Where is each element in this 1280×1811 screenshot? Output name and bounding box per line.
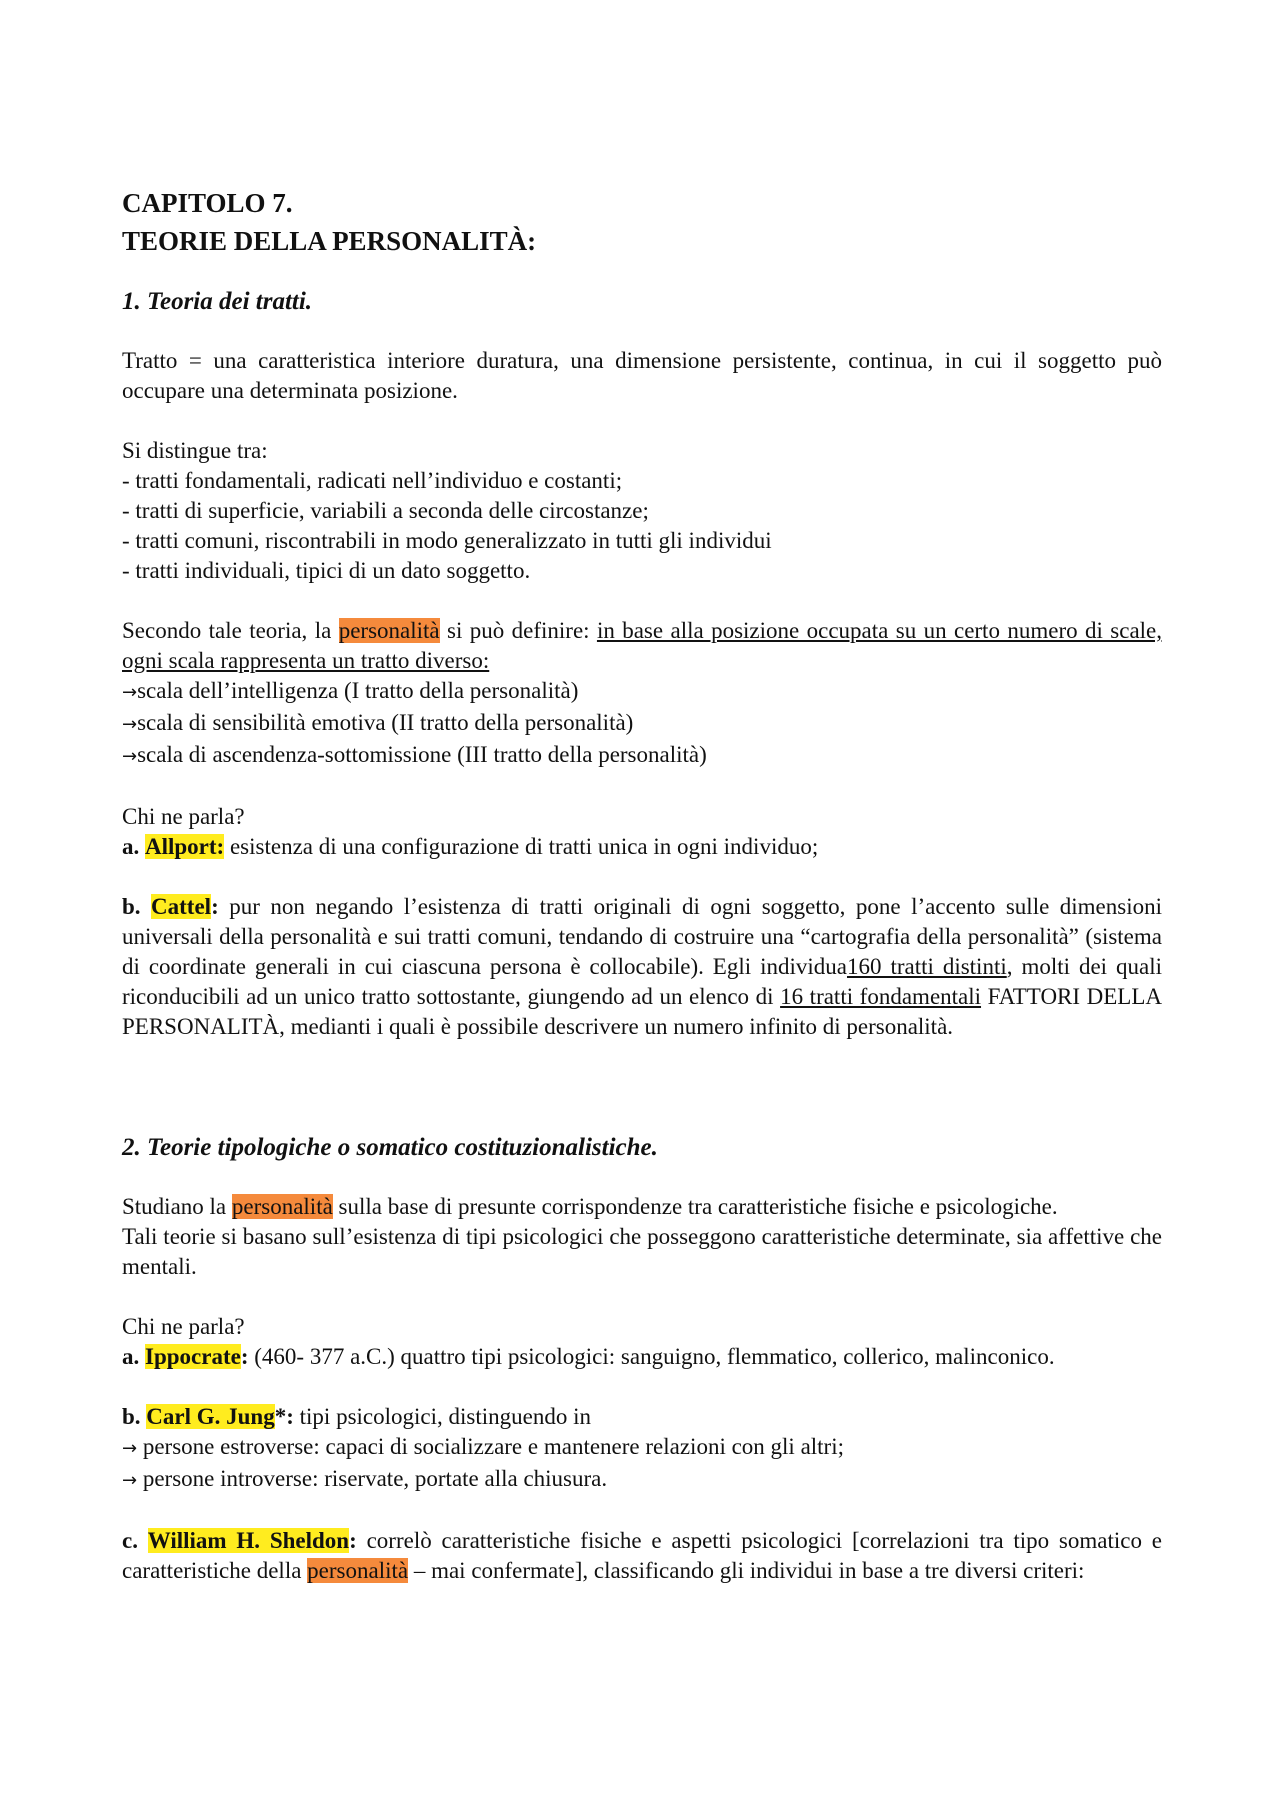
author-ippocrate: Ippocrate	[145, 1344, 241, 1369]
trait-definition: Tratto = una caratteristica interiore duratura, una dimensione persistente, continua, in cui il soggetto può occupare una determinata posizione.	[122, 348, 1162, 403]
author-allport: Allport:	[145, 834, 225, 859]
trait-type-item: - tratti di superficie, variabili a seconda delle circostanze;	[122, 498, 649, 523]
section-1-heading: 1. Teoria dei tratti.	[122, 288, 313, 315]
sheldon-entry: c. William H. Sheldon: correlò caratteristiche fisiche e aspetti psicologici [correlazioni tra tipo somatico e caratteristiche della personalità – mai confermate], classificando gli individui in base a tre diversi criteri:	[122, 1528, 1162, 1583]
trait-type-item: - tratti comuni, riscontrabili in modo generalizzato in tutti gli individui	[122, 528, 772, 553]
document-page	[122, 184, 1162, 1586]
jung-entry: b. Carl G. Jung*: tipi psicologici, distinguendo in	[122, 1404, 591, 1429]
cattel-entry: b. Cattel: pur non negando l’esistenza di tratti originali di ogni soggetto, pone l’accento sulle dimensioni universali della personalità e sui tratti comuni, tendando di costruire una “cartografia della personalità” (sistema di coordinate generali in cui ciascuna persona è collocabile). Egli individua160 tratti distinti, molti dei quali riconducibili ad un unico tratto sottostante, giungendo ad un elenco di 16 tratti fondamentali FATTORI DELLA PERSONALITÀ, medianti i quali è possibile descrivere un numero infinito di personalità.	[122, 894, 1162, 1039]
scale-item: →scala dell’intelligenza (I tratto della personalità)	[122, 678, 579, 703]
chapter-title: CAPITOLO 7.	[122, 188, 293, 218]
author-jung: Carl G. Jung	[146, 1404, 275, 1429]
underline-16-tratti: 16 tratti fondamentali	[780, 984, 982, 1009]
types-paragraph: Tali teorie si basano sull’esistenza di tipi psicologici che posseggono caratteristiche determinate, sia affettive che mentali.	[122, 1224, 1162, 1279]
arrow-icon: →	[122, 682, 138, 703]
chapter-subtitle: TEORIE DELLA PERSONALITÀ:	[122, 226, 537, 256]
underline-160-tratti: 160 tratti distinti	[846, 954, 1007, 979]
arrow-icon: →	[122, 1470, 138, 1491]
section-2-heading: 2. Teorie tipologiche o somatico costituzionalistiche.	[122, 1134, 658, 1161]
highlight-personalita: personalità	[307, 1558, 409, 1583]
scale-item: →scala di ascendenza-sottomissione (III tratto della personalità)	[122, 742, 707, 767]
distinguish-intro: Si distingue tra:	[122, 438, 268, 463]
highlight-personalita: personalità	[231, 1194, 333, 1219]
arrow-icon: →	[122, 1438, 138, 1459]
scale-item: →scala di sensibilità emotiva (II tratto della personalità)	[122, 710, 634, 735]
jung-type-item: → persone estroverse: capaci di socializzare e mantenere relazioni con gli altri;	[122, 1434, 844, 1459]
author-sheldon: William H. Sheldon	[147, 1528, 350, 1553]
arrow-icon: →	[122, 714, 138, 735]
who-question: Chi ne parla?	[122, 1314, 245, 1339]
theory-paragraph: Secondo tale teoria, la personalità si può definire: in base alla posizione occupata su un certo numero di scale, ogni scala rappresenta un tratto diverso:	[122, 618, 1162, 673]
arrow-icon: →	[122, 746, 138, 767]
study-paragraph: Studiano la personalità sulla base di presunte corrispondenze tra caratteristiche fisiche e psicologiche.	[122, 1194, 1058, 1219]
ippocrate-entry: a. Ippocrate: (460- 377 a.C.) quattro tipi psicologici: sanguigno, flemmatico, collerico, malinconico.	[122, 1344, 1055, 1369]
trait-type-item: - tratti fondamentali, radicati nell’individuo e costanti;	[122, 468, 623, 493]
trait-type-item: - tratti individuali, tipici di un dato soggetto.	[122, 558, 531, 583]
highlight-personalita: personalità	[338, 618, 440, 643]
allport-entry: a. Allport: esistenza di una configurazione di tratti unica in ogni individuo;	[122, 834, 819, 859]
who-question: Chi ne parla?	[122, 804, 245, 829]
theory-definition-underlined: in base alla posizione occupata su un certo numero di scale, ogni scala rappresenta un tratto diverso:	[122, 618, 1162, 673]
jung-type-item: → persone introverse: riservate, portate alla chiusura.	[122, 1466, 608, 1491]
author-cattel: Cattel	[151, 894, 212, 919]
